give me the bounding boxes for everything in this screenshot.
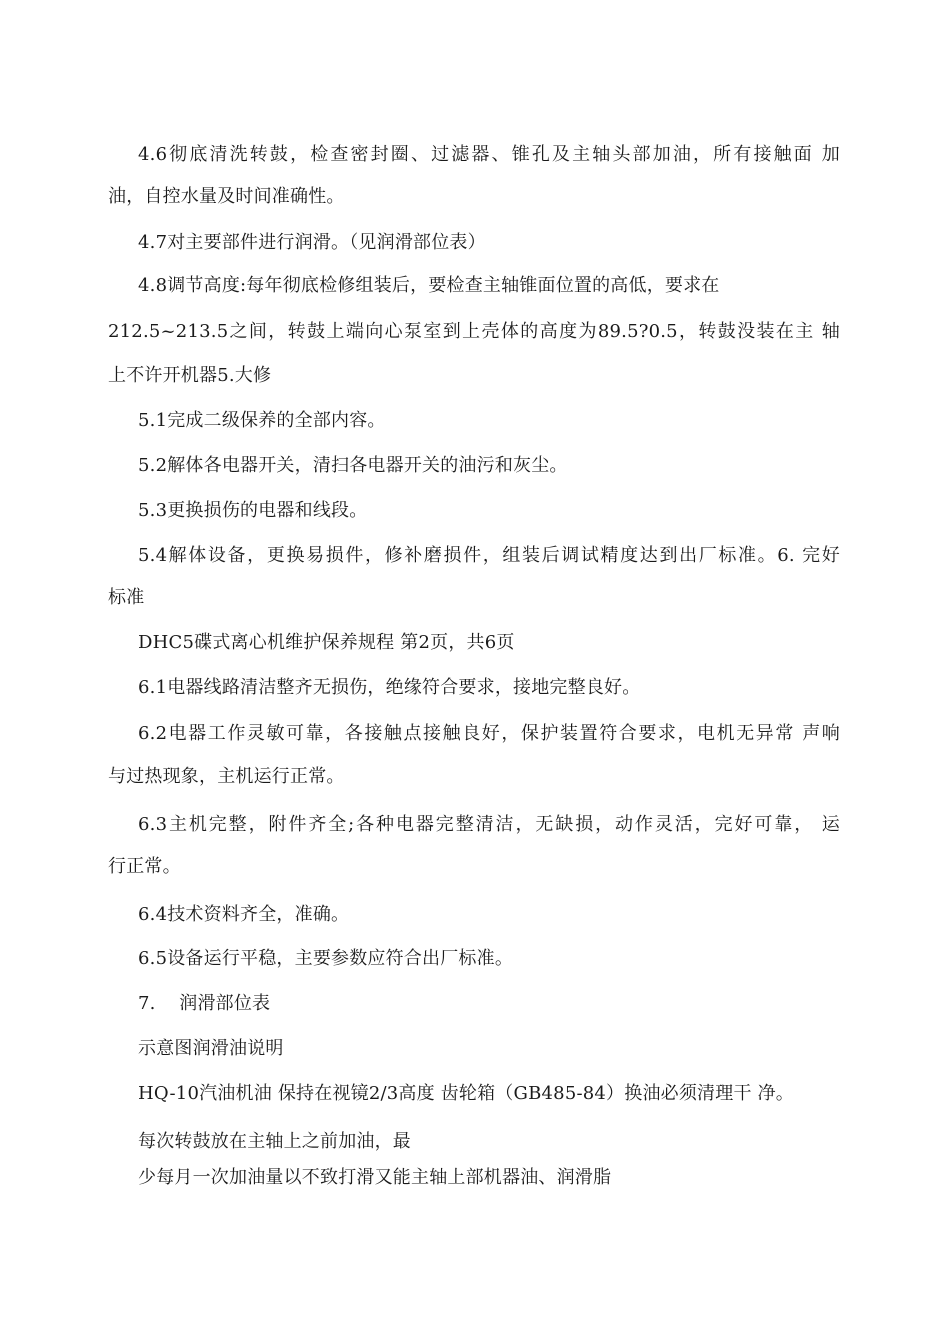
paragraph-4-8-line-1: 4.8调节高度:每年彻底检修组装后，要检查主轴锥面位置的高低，要求在 (138, 275, 720, 296)
paragraph-5-3: 5.3更换损伤的电器和线段。 (138, 500, 368, 521)
paragraph-4-8-line-3: 上不许开机器5.大修 (108, 365, 272, 386)
paragraph-5-1: 5.1完成二级保养的全部内容。 (138, 410, 386, 431)
paragraph-6-3-line-2: 行正常。 (108, 856, 181, 877)
paragraph-5-2: 5.2解体各电器开关，清扫各电器开关的油污和灰尘。 (138, 455, 568, 476)
table-header-text: 示意图润滑油说明 (138, 1038, 284, 1059)
paragraph-6-3-line-1: 6.3主机完整，附件齐全;各种电器完整清洁，无缺损，动作灵活，完好可靠， 运 (138, 814, 840, 835)
paragraph-6-4: 6.4技术资料齐全，准确。 (138, 904, 350, 925)
paragraph-4-6-line-1: 4.6彻底清洗转鼓，检查密封圈、过滤器、锥孔及主轴头部加油，所有接触面 加 (138, 144, 840, 165)
paragraph-5-4-line-2: 标准 (108, 587, 145, 608)
paragraph-6-2-line-2: 与过热现象，主机运行正常。 (108, 766, 345, 787)
paragraph-6-5: 6.5设备运行平稳，主要参数应符合出厂标准。 (138, 948, 514, 969)
table-row-text-3: 少每月一次加油量以不致打滑又能主轴上部机器油、润滑脂 (138, 1167, 612, 1188)
section-7-heading: 7. 润滑部位表 (138, 993, 271, 1014)
table-row-text-1: HQ-10汽油机油 保持在视镜2/3高度 齿轮箱（GB485-84）换油必须清理干 净。 (138, 1083, 794, 1104)
paragraph-6-1: 6.1电器线路清洁整齐无损伤，绝缘符合要求，接地完整良好。 (138, 677, 641, 698)
paragraph-4-6-line-2: 油，自控水量及时间准确性。 (108, 186, 345, 207)
paragraph-5-4-line-1: 5.4解体设备，更换易损件，修补磨损件，组装后调试精度达到出厂标准。6. 完好 (138, 545, 840, 566)
table-row-text-2: 每次转鼓放在主轴上之前加油，最 (138, 1131, 411, 1152)
paragraph-4-8-line-2: 212.5~213.5之间，转鼓上端向心泵室到上壳体的高度为89.5?0.5，转鼓没装在主 轴 (108, 321, 840, 342)
paragraph-4-7: 4.7对主要部件进行润滑。（见润滑部位表） (138, 232, 486, 253)
paragraph-6-2-line-1: 6.2电器工作灵敏可靠，各接触点接触良好，保护装置符合要求，电机无异常 声响 (138, 723, 840, 744)
page-footer-label: DHC5碟式离心机维护保养规程 第2页，共6页 (138, 632, 515, 653)
